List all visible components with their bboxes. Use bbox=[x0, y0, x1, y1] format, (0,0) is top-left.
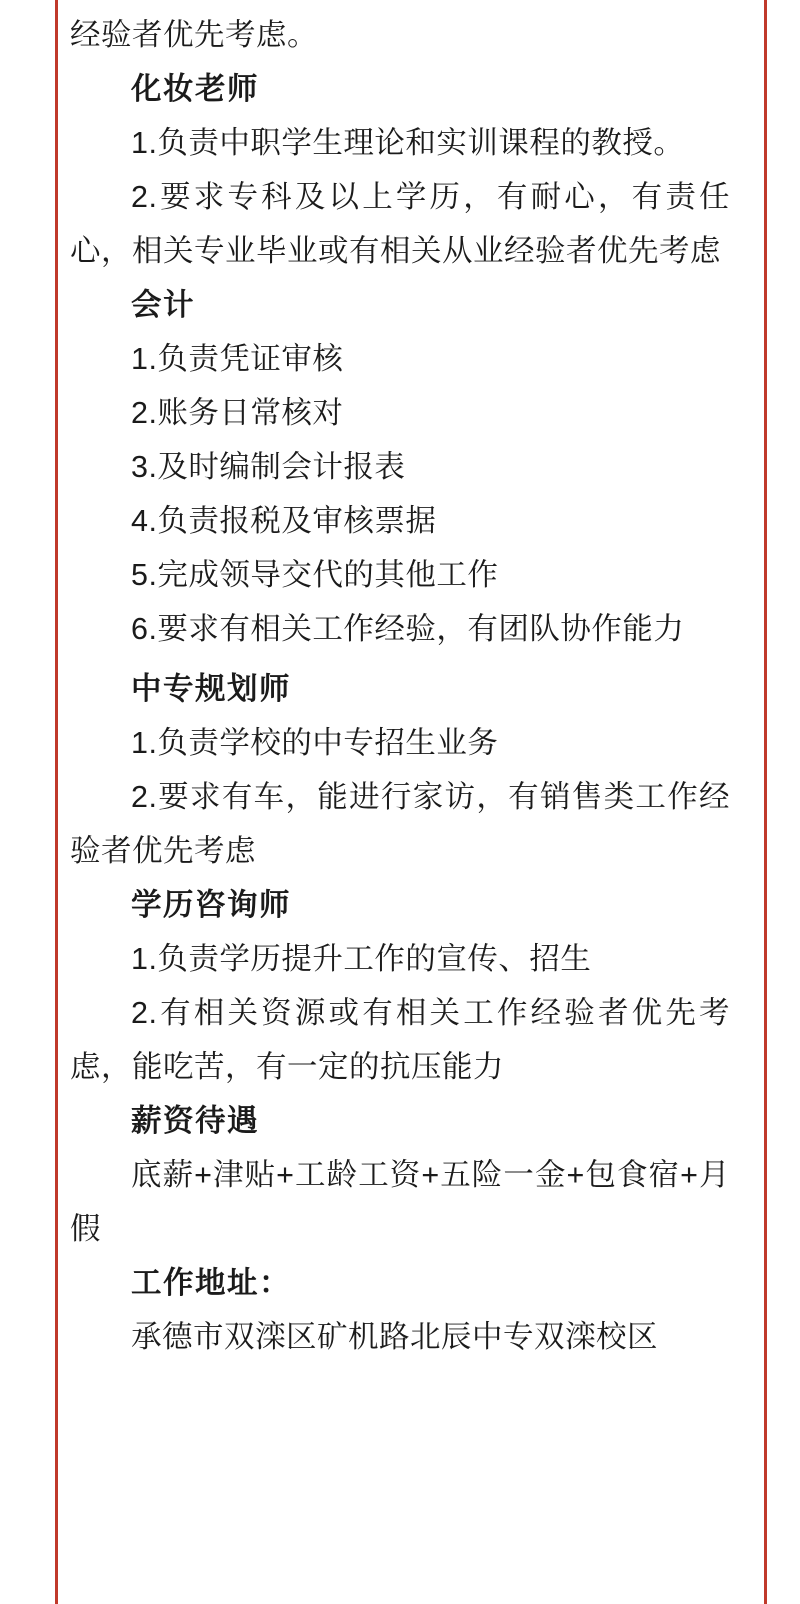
paragraph-continued: 经验者优先考虑。 bbox=[70, 18, 318, 52]
work-address-value: 承德市双滦区矿机路北辰中专双滦校区 bbox=[131, 1320, 658, 1354]
list-item: 1.负责学校的中专招生业务 bbox=[131, 726, 499, 760]
list-item: 1.负责凭证审核 bbox=[131, 342, 344, 376]
section-heading-work-address: 工作地址： bbox=[131, 1266, 291, 1300]
section-heading-salary-benefits: 薪资待遇 bbox=[131, 1104, 259, 1138]
list-item: 2.要求有车，能进行家访，有销售类工作经验者优先考虑 bbox=[70, 780, 730, 868]
list-item: 3.及时编制会计报表 bbox=[131, 450, 406, 484]
section-heading-education-consultant: 学历咨询师 bbox=[131, 888, 291, 922]
list-item: 1.负责学历提升工作的宣传、招生 bbox=[131, 942, 592, 976]
list-item: 6.要求有相关工作经验，有团队协作能力 bbox=[131, 612, 685, 646]
list-item: 4.负责报税及审核票据 bbox=[131, 504, 437, 538]
list-item: 2.要求专科及以上学历，有耐心，有责任心，相关专业毕业或有相关从业经验者优先考虑 bbox=[70, 180, 730, 268]
section-heading-vocational-planner: 中专规划师 bbox=[131, 672, 291, 706]
list-item: 1.负责中职学生理论和实训课程的教授。 bbox=[131, 126, 685, 160]
list-item: 5.完成领导交代的其他工作 bbox=[131, 558, 499, 592]
list-item: 2.有相关资源或有相关工作经验者优先考虑，能吃苦，有一定的抗压能力 bbox=[70, 996, 730, 1084]
section-heading-accountant: 会计 bbox=[131, 288, 195, 322]
list-item: 2.账务日常核对 bbox=[131, 396, 344, 430]
section-heading-makeup-teacher: 化妆老师 bbox=[131, 72, 259, 106]
salary-detail: 底薪+津贴+工龄工资+五险一金+包食宿+月假 bbox=[70, 1158, 730, 1246]
